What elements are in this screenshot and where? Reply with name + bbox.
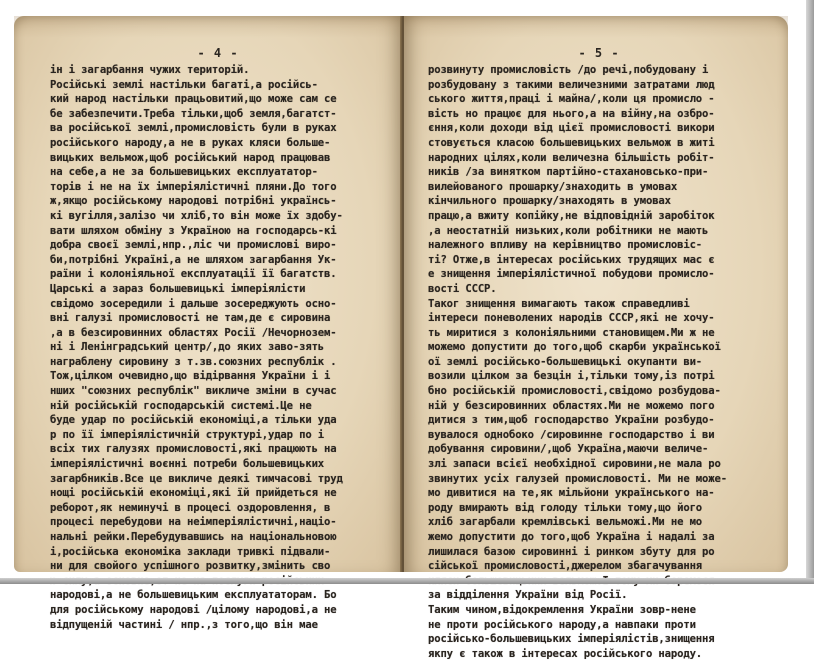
text-line: ж,якщо російському народові потрібні українсь- (50, 195, 337, 208)
text-line: раїни і колоніяльної експлуатації її багатств. (50, 268, 337, 281)
text-line: реборот,як неминучі в процесі оздоровлення, в (50, 501, 331, 514)
text-line: російського народу,а не в руках кляси больше- (50, 136, 331, 149)
text-line: імперіялістичні воєнні потреби большевицьких (50, 458, 325, 471)
page-shading (14, 16, 402, 38)
text-line: звинутих усіх галузей промисловості. Ми не може- (428, 472, 727, 485)
text-line: ників /за винятком партійно-стахановсько-при- (428, 166, 709, 179)
text-line: вицьких вельмож,щоб російський народ працював (50, 151, 331, 164)
text-line: злі запаси всієї необхідної сировини,не мала ро (428, 458, 721, 471)
text-line: нальні рейки.Перебудувавшись на національновою (50, 531, 337, 543)
text-line: всіх тих галузях промисловості,які працюють на (50, 443, 337, 456)
text-line: би,потрібні Україні,а не шляхом загарбання Ук- (50, 253, 337, 266)
right-page (404, 16, 788, 660)
text-line: ва російської землі,промисловість були в руках (50, 122, 337, 135)
text-line: буде удар по російській економіці,а тільки уда (50, 414, 337, 427)
text-line: Таког знищення вимагають також справедливі (428, 297, 690, 310)
text-line: розбудовану з такими величезними затратами люд (428, 78, 715, 91)
viewer-frame-edge (0, 578, 814, 584)
text-line: і,російська економіка заклади тривкі підвали- (50, 545, 331, 558)
text-line: ній російській господарській системі.Це не (50, 399, 312, 412)
text-line: Російські землі настільки багаті,а російсь- (50, 78, 318, 91)
text-line: вилейованого прошарку/знаходить в умовах (428, 180, 678, 193)
text-line: працю,а вжиту копійку,не відповідній заробіток (428, 209, 715, 222)
text-line: ського життя,праці і майна/,коли ця промисло - (428, 93, 715, 106)
text-line: за відділення України від Росії. (428, 589, 628, 602)
text-line: народних цілях,коли величезна більшість робіт- (428, 151, 715, 164)
text-line: ін і загарбання чужих територій. (50, 64, 250, 76)
right-page-text (428, 63, 770, 661)
text-line: Таким чином,відокремлення України зовр-нене (428, 603, 696, 616)
text-line: ті? Отже,в інтересах російських трудящих мас є (428, 253, 715, 266)
text-line: вості СССР. (428, 282, 497, 295)
text-line: відпущеній частині / нпр.,з того,що він мае (50, 618, 318, 631)
text-line: ні і Ленінградський центр/,до яких заво-зять (50, 341, 325, 354)
text-line: роду вмирають від голоду тільки тому,що його (428, 501, 703, 514)
text-line: вувалося однобоко /сировинне господарство і ви (428, 428, 715, 441)
text-line: лишилася базою сировинні і ринком збуту для ро (428, 545, 715, 558)
text-line: ть миритися з колоніяльними становищем.Ми ж не (428, 326, 715, 339)
text-line: хліб загарбали кремлівські вельможі.Ми не мо (428, 516, 703, 529)
text-line: стовується класою большевицьких вельмож в житі (428, 136, 715, 149)
text-line: інтереси поневолених народів СССР,які не хочу- (428, 312, 715, 325)
text-line: на себе,а не за большевицьких експлуататор- (50, 166, 318, 179)
right-page-number: - 5 - (578, 46, 620, 60)
text-line: возили цілком за безцін і,тільки тому,із потрі (428, 370, 715, 383)
text-line: е знищення імперіялістичної побудови промисло- (428, 268, 715, 281)
left-page (14, 16, 402, 631)
text-line: вати шляхом обміну з Україною на господарсь-кі (50, 224, 337, 237)
left-page-text (50, 63, 386, 632)
text-line: не проти російського народу,а навпаки проти (428, 618, 696, 631)
text-line: загарбників.Все це викличе деякі тимчасові труд (50, 472, 343, 485)
text-line: Тож,цілком очевидно,що відірвання України і і (50, 370, 331, 383)
text-line: нощі російській економіці,які їй прийдеться не (50, 487, 337, 500)
text-line: жемо допустити до того,щоб Україна і надалі за (428, 531, 715, 543)
text-line: для російському народові /цілому народові,а не (50, 603, 337, 616)
text-line: мо дивитися на те,як мільйони українського на- (428, 487, 715, 500)
text-line: ,а неостатній низьких,коли робітники не мають (428, 224, 709, 237)
text-line: нших "союзних республік" викличе зміни в сучас (50, 385, 337, 398)
text-line: свідомо зосередили і дальше зосереджують осно- (50, 297, 337, 310)
text-line: ній у безсировинних областях.Ми не можемо пого (428, 399, 715, 412)
text-line: ої землі російсько-большевицькі окупанти ви- (428, 355, 703, 368)
page-shading (404, 16, 788, 38)
text-line: розвинуту промисловість /до речі,побудовану і (428, 64, 709, 76)
text-line: бно російській промисловості,свідомо розбудова- (428, 385, 721, 398)
left-page-number: - 4 - (197, 46, 239, 60)
text-line: можемо допустити до того,щоб скарби української (428, 341, 721, 354)
text-line: бе забезпечити.Треба тільки,щоб земля,багатст- (50, 107, 337, 120)
text-line: якпу є також в інтересах російського народу. (428, 647, 703, 660)
text-line: ,а в безсировинних областях Росії /Нечорнозем- (50, 326, 337, 339)
text-line: Царські а зараз большевицькі імперіялісти (50, 282, 306, 295)
text-line: торів і не на їх імперіялістичні пляни.До того (50, 180, 337, 193)
text-line: кий народ настільки працьовитий,що може сам се (50, 93, 337, 106)
text-line: належного впливу на керівництво промисловіс- (428, 239, 703, 252)
text-line: награблену сировину з т.зв.союзних республік . (50, 355, 337, 368)
text-line: кінчильного прошарку/знаходять в умовах (428, 195, 671, 208)
text-line: народові,а не большевицьким експлуататорам. Бо (50, 589, 337, 602)
text-line: вість но працює для нього,а на війну,на озбро- (428, 107, 715, 120)
viewer-frame-edge (806, 0, 814, 584)
text-line: російсько-большевицьких імперіялістів,знищення (428, 633, 715, 646)
text-line: р по її імперіялістичній структурі,удар по і (50, 428, 325, 441)
text-line: сійської промисловості,джерелом збагачування (428, 560, 703, 573)
text-line: єння,коли доходи від цієї промисловості викори (428, 122, 715, 135)
text-line: добування сировини/,щоб Україна,маючи величе- (428, 443, 709, 456)
book-spread (14, 16, 802, 660)
text-line: процесі перебудови на неімперіялістичні,націо- (50, 516, 337, 529)
text-line: дитися з тим,щоб господарство України розбудо- (428, 414, 715, 427)
text-line: вні галузі промисловості не там,де є сировина (50, 312, 331, 325)
text-line: кі вугілля,залізо чи хліб,то він може їх здобу- (50, 209, 343, 222)
text-line: добра своєї землі,нпр.,ліс чи промислові виро- (50, 239, 337, 252)
text-line: ни для свойого успішного розвитку,змінить сво (50, 560, 331, 573)
